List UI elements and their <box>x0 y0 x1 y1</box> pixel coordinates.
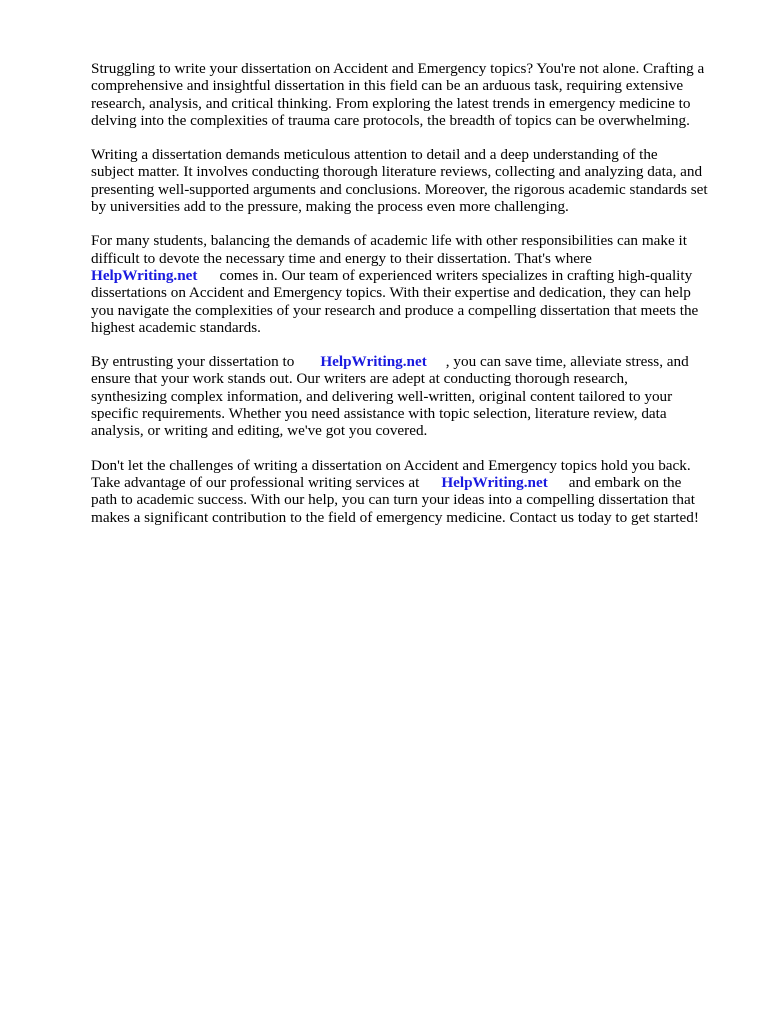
text-line <box>91 474 725 491</box>
text-line: research, analysis, and critical thinking. From exploring the latest trends in emergency medicine to <box>91 94 691 112</box>
paragraph-5 <box>91 457 725 526</box>
paragraph-4 <box>91 353 725 439</box>
helpwriting-link[interactable]: HelpWriting.net <box>91 266 198 284</box>
paragraph-2 <box>91 146 725 215</box>
text-segment: , you can save time, alleviate stress, and <box>445 353 689 371</box>
helpwriting-link[interactable]: HelpWriting.net <box>320 353 427 371</box>
text-segment: Take advantage of our professional writing services at <box>91 473 420 491</box>
text-line: For many students, balancing the demands of academic life with other responsibilities can make it <box>91 232 687 250</box>
text-line <box>91 353 725 370</box>
text-line: synthesizing complex information, and delivering well-written, original content tailored to your <box>91 387 673 405</box>
paragraph-1 <box>91 60 725 129</box>
text-line: Struggling to write your dissertation on Accident and Emergency topics? You're not alone. Crafting a <box>91 60 705 77</box>
text-segment: By entrusting your dissertation to <box>91 353 295 371</box>
text-line: ensure that your work stands out. Our writers are adept at conducting thorough research, <box>91 370 628 388</box>
text-line: highest academic standards. <box>91 318 261 336</box>
text-segment: comes in. Our team of experienced writers specializes in crafting high-quality <box>219 266 693 284</box>
text-line: Don't let the challenges of writing a dissertation on Accident and Emergency topics hold you back. <box>91 456 691 474</box>
text-line: dissertations on Accident and Emergency topics. With their expertise and dedication, they can help <box>91 284 691 302</box>
text-line: path to academic success. With our help, you can turn your ideas into a compelling dissertation that <box>91 491 695 509</box>
helpwriting-link[interactable]: HelpWriting.net <box>441 473 548 491</box>
text-line: Writing a dissertation demands meticulous attention to detail and a deep understanding of the <box>91 146 658 164</box>
text-line: comprehensive and insightful dissertation in this field can be an arduous task, requiring extensive <box>91 77 684 95</box>
text-line: subject matter. It involves conducting thorough literature reviews, collecting and analyzing data, and <box>91 163 703 181</box>
paragraph-3 <box>91 232 725 336</box>
text-line <box>91 267 725 284</box>
text-line: by universities add to the pressure, making the process even more challenging. <box>91 198 569 216</box>
text-line: specific requirements. Whether you need assistance with topic selection, literature review, data <box>91 405 667 423</box>
text-segment: and embark on the <box>568 473 682 491</box>
document-body <box>91 60 725 543</box>
text-line: presenting well-supported arguments and conclusions. Moreover, the rigorous academic standards set <box>91 180 708 198</box>
text-line: difficult to devote the necessary time and energy to their dissertation. That's where <box>91 249 592 267</box>
text-line: makes a significant contribution to the field of emergency medicine. Contact us today to get started! <box>91 508 699 526</box>
text-line: delving into the complexities of trauma care protocols, the breadth of topics can be overwhelming. <box>91 111 690 129</box>
text-line: analysis, or writing and editing, we've got you covered. <box>91 422 428 440</box>
text-line: you navigate the complexities of your research and produce a compelling dissertation that meets the <box>91 301 699 319</box>
